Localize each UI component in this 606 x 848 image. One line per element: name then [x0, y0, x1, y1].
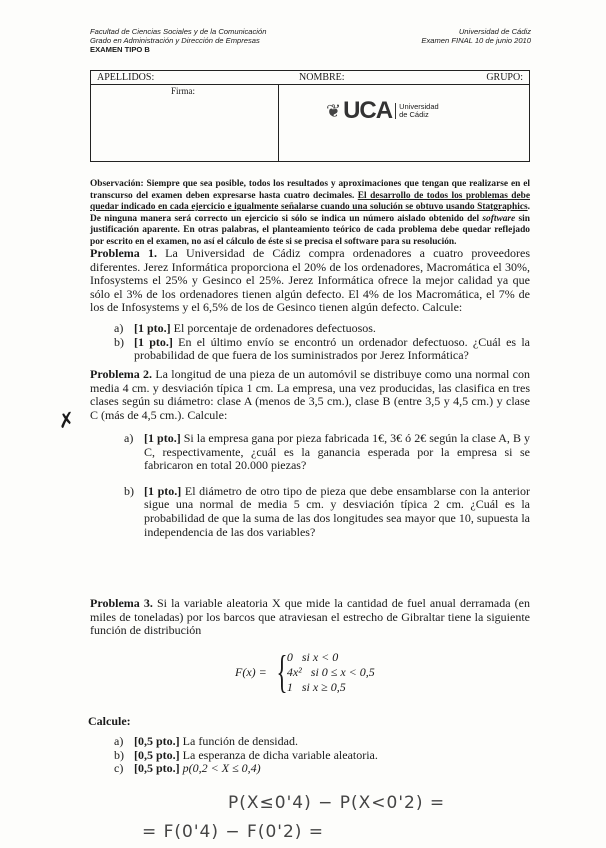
- logo-emblem-icon: ❦: [326, 100, 342, 121]
- item-text: La esperanza de dicha variable aleatoria.: [179, 747, 378, 762]
- list-item: [114, 336, 530, 363]
- problem-2-text: La longitud de una pieza de un automóvil se distribuye como una normal con media 4 cm. y desviación típica 1 cm. La empresa, una vez producidas, las clasifica en tres clases según su diámetro: clase A (menos de 3,5 cm.), clase B (entre 3,5 y 4,5 cm.) y clase C (más de 4,5 cm.). Calcule:: [90, 367, 530, 422]
- uca-logo: [326, 97, 439, 124]
- problem-3: [90, 597, 530, 638]
- formula-cases: [287, 650, 375, 695]
- item-text: En el último envío se encontró un ordenador defectuoso. ¿Cuál es la probabilidad de que fuera de los suministrados por Jerez Informática?: [134, 334, 530, 363]
- item-letter: a): [114, 734, 124, 748]
- obs-software: software: [482, 213, 516, 224]
- item-letter: a): [124, 431, 134, 445]
- problem-3-text: Si la variable aleatoria X que mide la cantidad de fuel anual derramada (en miles de toneladas) por los barcos que atraviesan el estrecho de Gibraltar tiene la siguiente función de distribución: [90, 596, 531, 638]
- item-letter: c): [114, 761, 124, 776]
- signature-cell: [91, 85, 279, 161]
- problem-2-items: [124, 432, 530, 539]
- exam-date: Examen FINAL 10 de junio 2010: [421, 36, 531, 45]
- obs-text2: . De ninguna manera será correcto un ejercicio si sólo se indica un número aislado obtenido del: [90, 202, 530, 224]
- item-text: Si la empresa gana por pieza fabricada 1€, 3€ ó 2€ según la clase A, B y C, respectivamente, ¿cuál es la ganancia esperada por la empresa si se fabricaron en total 20.000 piezas?: [144, 431, 530, 473]
- student-info-box: [90, 70, 530, 162]
- obs-label: Observación:: [90, 179, 144, 189]
- item-points: [1 pto.]: [134, 334, 173, 349]
- problem-2-title: Problema 2.: [90, 367, 153, 381]
- list-item: [114, 735, 530, 749]
- university-header: [421, 27, 531, 45]
- list-item: [124, 432, 530, 473]
- item-points: [1 pto.]: [134, 321, 171, 335]
- item-points: [0,5 pto.]: [134, 734, 180, 748]
- item-points: [1 pto.]: [144, 483, 182, 498]
- item-text: El porcentaje de ordenadores defectuosos.: [170, 321, 376, 335]
- apellidos-label: APELLIDOS:: [97, 72, 155, 83]
- problem-1-items: [114, 322, 530, 363]
- distribution-formula: [235, 646, 375, 697]
- item-points: [1 pto.]: [144, 431, 181, 445]
- formula-lhs: F(x) =: [235, 664, 267, 679]
- formula-case: 4x² si 0 ≤ x < 0,5: [286, 664, 375, 679]
- formula-case: 0 si x < 0: [286, 649, 339, 664]
- formula-case: 1 si x ≥ 0,5: [286, 679, 346, 694]
- item-letter: b): [124, 483, 134, 498]
- name-row: [91, 71, 529, 85]
- logo-line1: Universidad: [399, 102, 439, 111]
- grupo-label: GRUPO:: [486, 72, 523, 83]
- problem-1-title: Problema 1.: [90, 246, 157, 260]
- handwritten-line: P(X≤0'4) − P(X<0'2) =: [228, 793, 446, 813]
- calcule-label: Calcule:: [88, 714, 131, 728]
- observation-paragraph: [90, 179, 530, 249]
- item-letter: b): [114, 334, 124, 349]
- degree-name: Grado en Administración y Dirección de Empresas: [90, 36, 260, 45]
- logo-text: UCA: [343, 97, 393, 124]
- problem-1-text: La Universidad de Cádiz compra ordenadores a cuatro proveedores diferentes. Jerez Informática proporciona el 20% de los ordenadores, Macromática el 30%, Infosystems el 25% y Gesinco el 25%. Jerez Informática ofrece la mejor calidad ya que sólo el 3% de los ordenadores tienen algún defecto. El 4% de los Macromática, el 7% de los de Infosystems y el 6,5% de los de Gesinco tienen algún defecto. Calcule:: [90, 246, 530, 315]
- item-text: El diámetro de otro tipo de pieza que debe ensamblarse con la anterior sigue una normal de media 5 cm. y desviación típica 2 cm. ¿Cuál es la probabilidad de que la suma de las dos longitudes sea mayor que 10, supuesta la independencia de las dos variables?: [144, 483, 530, 539]
- brace-icon: {: [276, 646, 288, 697]
- item-points: [0,5 pto.]: [134, 761, 180, 776]
- item-points: [0,5 pto.]: [134, 747, 180, 762]
- list-item: [114, 762, 530, 776]
- nombre-label: NOMBRE:: [299, 72, 345, 83]
- logo-line2: de Cádiz: [399, 110, 429, 119]
- exam-type: EXAMEN TIPO B: [90, 45, 150, 54]
- handwritten-line: = F(0'4) − F(0'2) =: [142, 822, 325, 842]
- obs-text3: sin justificación aparente. En otras palabras, el planteamiento teórico de cada problema debe quedar reflejado por escrito en el examen, no así el cálculo de éste si se precisa el software para su resolución.: [90, 213, 531, 247]
- university-name: Universidad de Cádiz: [458, 27, 531, 36]
- faculty-header: [90, 27, 266, 54]
- list-item: [114, 322, 530, 336]
- firma-label: Firma:: [171, 86, 195, 96]
- item-letter: a): [114, 321, 124, 335]
- obs-underlined: El desarrollo de todos los problemas debe quedar indicado en cada ejercicio e igualmente señalarse cuando una solución se obtuvo usando Statgraphics: [90, 190, 531, 213]
- problem-3-items: [114, 735, 530, 776]
- item-text: La función de densidad.: [179, 734, 298, 748]
- logo-subtitle: [395, 103, 439, 119]
- item-letter: b): [114, 747, 124, 762]
- list-item: [114, 749, 530, 763]
- problem-1: [90, 247, 530, 315]
- obs-text1: Siempre que sea posible, todos los resultados y aproximaciones que tengan que realizarse en el transcurso del examen deben expresarse hasta cuatro decimales.: [90, 179, 530, 201]
- list-item: [124, 485, 530, 539]
- handwritten-x-mark: ✗: [56, 406, 77, 434]
- faculty-name: Facultad de Ciencias Sociales y de la Comunicación: [90, 27, 267, 36]
- problem-2: [90, 368, 530, 422]
- item-text: p(0,2 < X ≤ 0,4): [179, 761, 261, 776]
- problem-3-title: Problema 3.: [90, 596, 153, 610]
